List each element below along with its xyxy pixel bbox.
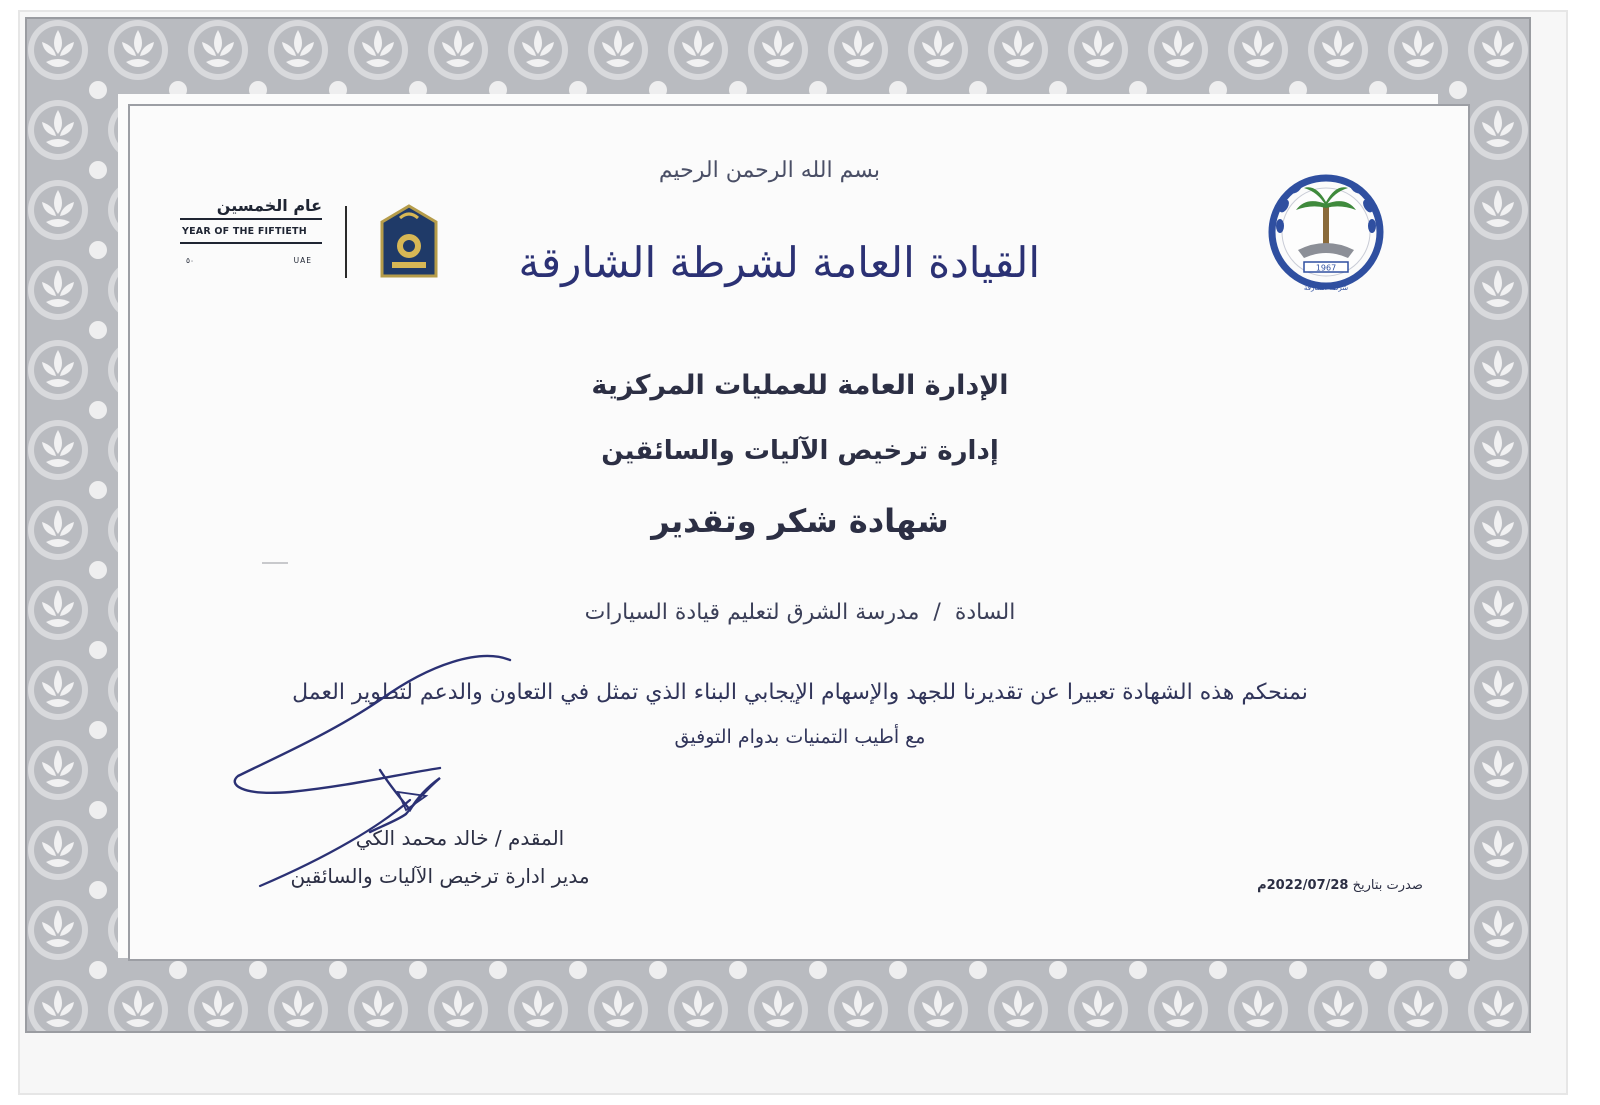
recipient-line	[450, 600, 1150, 625]
recipient-separator: /	[933, 600, 941, 625]
wishes-line: مع أطيب التمنيات بدوام التوفيق	[674, 726, 926, 748]
general-department-title: الإدارة العامة للعمليات المركزية	[591, 370, 1009, 401]
issue-date: 2022/07/28م	[1257, 878, 1349, 893]
signatory-title: مدير ادارة ترخيص الآليات والسائقين	[290, 864, 590, 888]
basmala-calligraphy: بسم الله الرحمن الرحيم	[658, 158, 880, 183]
emblem-ring-text: شرطة الشارقة	[1303, 284, 1349, 292]
year-of-fiftieth-logo	[180, 196, 322, 265]
year-of-fiftieth-arabic: عام الخمسين	[180, 196, 322, 220]
ink-mark	[262, 562, 288, 564]
recipient-name: مدرسة الشرق لتعليم قيادة السيارات	[584, 600, 920, 625]
authority-title: القيادة العامة لشرطة الشارقة	[518, 238, 1040, 287]
handwritten-signature-icon	[230, 650, 530, 890]
issue-label: صدرت بتاريخ	[1352, 878, 1423, 893]
year-of-fiftieth-english: YEAR OF THE FIFTIETH	[180, 220, 322, 244]
sharjah-police-emblem-icon	[1266, 166, 1386, 302]
certificate-body-text: نمنحكم هذه الشهادة تعبيرا عن تقديرنا للجهد والإسهام الإيجابي البناء الذي تمثل في التعاون والدعم لتطوير العمل	[292, 680, 1308, 705]
year-of-fiftieth-footer-right: UAE	[293, 256, 312, 265]
certificate-title: شهادة شكر وتقدير	[651, 502, 949, 540]
recipient-salutation: السادة	[954, 600, 1016, 625]
licensing-department-title: إدارة ترخيص الآليات والسائقين	[601, 436, 999, 466]
logo-divider	[345, 206, 347, 278]
camera-badge-icon	[378, 204, 440, 280]
issue-date-line	[1240, 878, 1440, 893]
year-of-fiftieth-footer-left: ٥٠	[186, 256, 195, 265]
emblem-year: 1967	[1315, 263, 1337, 273]
signatory-name: المقدم / خالد محمد الكي	[355, 826, 565, 850]
